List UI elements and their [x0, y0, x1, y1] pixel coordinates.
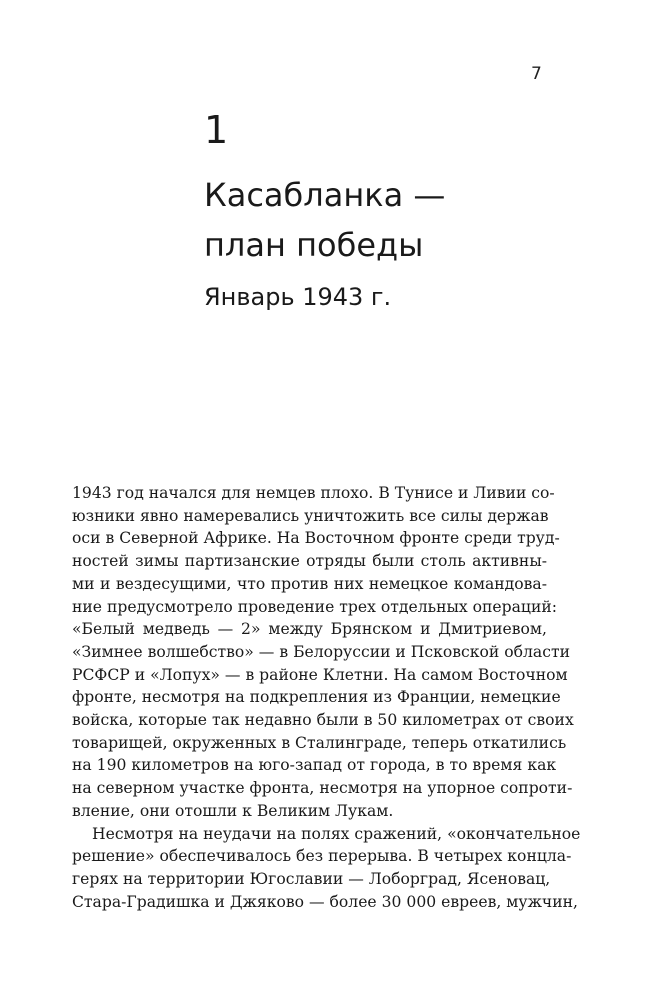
- text-line: Стара-Градишка и Джяково — более 30 000 евреев, мужчин,: [72, 892, 578, 911]
- text-line: «Зимнее волшебство» — в Белоруссии и Псковской области: [72, 642, 570, 661]
- text-line: войска, которые так недавно были в 50 километрах от своих: [72, 711, 574, 730]
- text-line: ностей зимы партизанские отряды были столь активны-: [72, 552, 547, 571]
- text-line: 1943 год начался для немцев плохо. В Тунисе и Ливии со-: [72, 484, 555, 502]
- text-line: вление, они отошли к Великим Лукам.: [72, 801, 394, 820]
- text-line: «Белый медведь — 2» между Брянском и Дмитриевом,: [72, 620, 547, 639]
- chapter-title-line: план победы: [204, 226, 424, 264]
- text-line: ми и вездесущими, что против них немецкое командова-: [72, 574, 547, 593]
- paragraph: [72, 823, 581, 914]
- text-line: решение» обеспечивалось без перерыва. В четырех концла-: [72, 847, 572, 866]
- text-line: герях на территории Югославии — Лоборград, Ясеновац,: [72, 869, 551, 888]
- page-number: 7: [531, 64, 542, 84]
- text-line: оси в Северной Африке. На Восточном фронте среди труд-: [72, 529, 560, 548]
- text-line: на 190 километров на юго-запад от города, в то время как: [72, 756, 557, 775]
- text-line: ние предусмотрело проведение трех отдельных операций:: [72, 597, 558, 616]
- chapter-number: 1: [204, 108, 229, 152]
- chapter-title: [204, 170, 445, 270]
- text-line: юзники явно намеревались уничтожить все силы держав: [72, 506, 549, 525]
- chapter-title-line: Касабланка —: [204, 176, 446, 214]
- chapter-subtitle: Январь 1943 г.: [204, 283, 392, 311]
- paragraph: [72, 482, 574, 823]
- body-text: [72, 482, 581, 913]
- text-line: Несмотря на неудачи на полях сражений, «окончательное: [92, 824, 581, 843]
- text-line: РСФСР и «Лопух» — в районе Клетни. На самом Восточном: [72, 665, 568, 684]
- text-line: товарищей, окруженных в Сталинграде, теперь откатились: [72, 733, 567, 752]
- text-line: на северном участке фронта, несмотря на упорное сопроти-: [72, 779, 573, 798]
- text-line: фронте, несмотря на подкрепления из Франции, немецкие: [72, 688, 561, 707]
